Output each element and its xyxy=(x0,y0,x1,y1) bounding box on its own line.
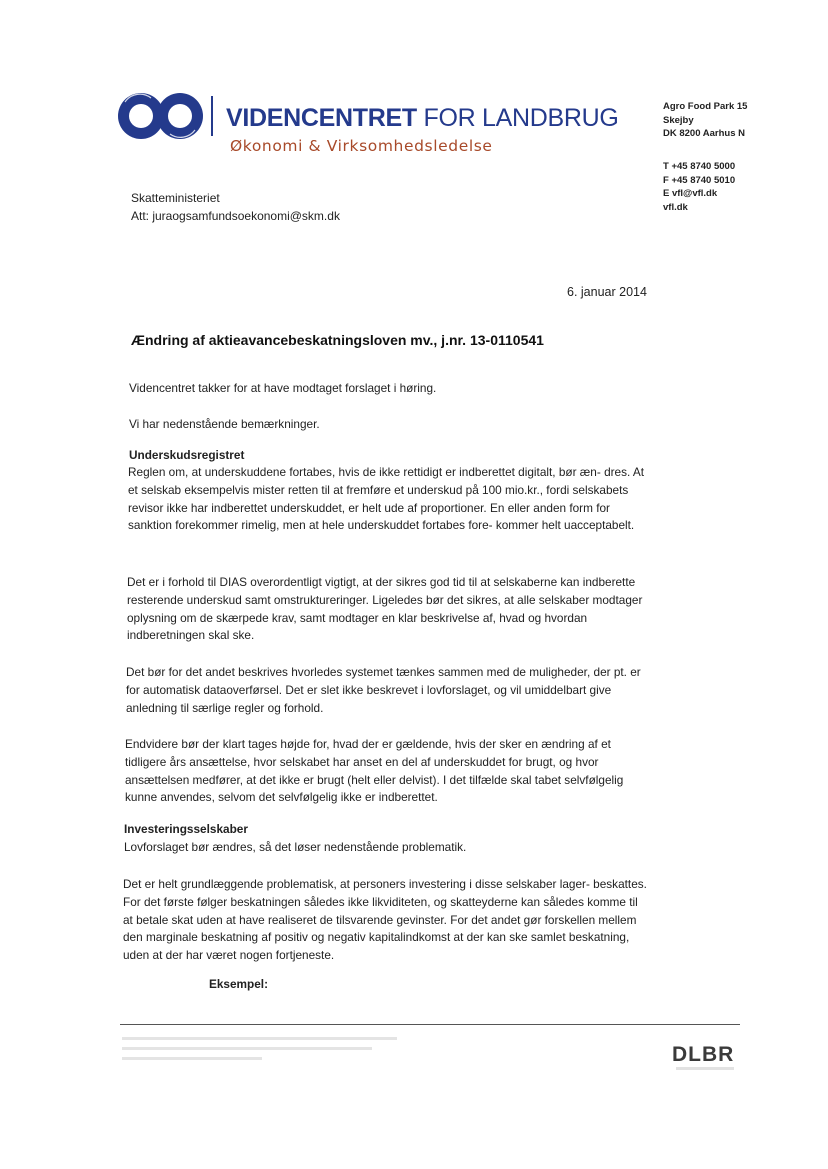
body-paragraph: Endvidere bør der klart tages højde for, hvad der er gældende, hvis der sker en ændring af et tidligere års ansættelse, hvor selskabet har anset en del af underskuddet for brugt, og hvor ansættelsen medfører, at det ikke er brugt (helt eller delvist). I det tilfælde skal tabet selvfølgelig kunne anvendes, selvom det selvfølgelig ikke er indberettet. xyxy=(125,737,624,805)
letter-date: 6. januar 2014 xyxy=(567,285,647,299)
org-name xyxy=(226,104,619,133)
recipient-name: Skatteministeriet xyxy=(131,191,220,205)
address-line: Agro Food Park 15 xyxy=(663,101,748,112)
body-paragraph: Det er helt grundlæggende problematisk, at personers investering i disse selskaber lager- beskattes. For det første følger beskatningen således ikke likviditeten, og skatteyderne kan således komme til at betale skat uden at have realiseret de tilsvarende gevinster. For det andet gør forskellen mellem den marginale beskatning af positiv og negativ kapitalindkomst at der kan ske samlet beskatning, uden at der har været nogen fortjeneste. xyxy=(123,877,647,963)
recipient-block xyxy=(131,189,340,225)
body-paragraph: Det er i forhold til DIAS overordentligt vigtigt, at der sikres god tid til at selskaberne kan indberette resterende underskud samt omstruktureringer. Ligeledes bør det sikres, at alle selskaber modtager oplysning om de skærpede krav, samt modtager en klar beskrivelse af, hvad og hvordan indberetningen skal ske. xyxy=(127,575,643,643)
dlbr-logo-subline xyxy=(676,1067,734,1070)
section-heading: Underskudsregistret xyxy=(129,448,245,462)
footer-divider xyxy=(120,1024,740,1025)
footer-faint-text xyxy=(122,1034,422,1060)
logo-rings-icon xyxy=(103,88,218,144)
email: E vfl@vfl.dk xyxy=(663,188,718,199)
letter-subject: Ændring af aktieavancebeskatningsloven mv., j.nr. 13-0110541 xyxy=(131,332,544,348)
body-paragraph: Det bør for det andet beskrives hvorledes systemet tænkes sammen med de muligheder, der pt. er for automatisk dataoverførsel. Det er slet ikke beskrevet i lovforslaget, og vil umiddelbart give anledning til særlige regler og forhold. xyxy=(126,665,641,715)
intro-paragraph: Videncentret takker for at have modtaget forslaget i høring. xyxy=(129,381,437,395)
body-paragraph: Lovforslaget bør ændres, så det løser nedenstående problematik. xyxy=(124,840,467,854)
org-subtitle: Økonomi & Virksomhedsledelse xyxy=(230,137,493,155)
address-line: DK 8200 Aarhus N xyxy=(663,128,746,139)
intro-paragraph: Vi har nedenstående bemærkninger. xyxy=(129,417,320,431)
org-name-bold: VIDENCENTRET xyxy=(226,104,417,132)
phone: T +45 8740 5000 xyxy=(663,161,736,172)
contact-block xyxy=(663,160,735,214)
website: vfl.dk xyxy=(663,201,688,213)
fax: F +45 8740 5010 xyxy=(663,174,736,186)
section-heading: Investeringsselskaber xyxy=(124,822,248,836)
example-label: Eksempel: xyxy=(209,977,269,991)
address-block xyxy=(663,100,747,141)
logo-mark xyxy=(103,88,218,144)
body-paragraph: Reglen om, at underskuddene fortabes, hvis de ikke rettidigt er indberettet digitalt, bør æn- dres. At et selskab eksempelvis mister retten til at fremføre et underskud på 100 mio.kr., fordi selskabets revisor ikke har indberettet underskuddet, er helt ude af proportioner. En eller anden form for sanktion forekommer rimelig, men at hele underskuddet fortabes fore- kommer helt uacceptabelt. xyxy=(128,465,645,533)
org-name-light: FOR LANDBRUG xyxy=(423,104,619,132)
address-line: Skejby xyxy=(663,114,694,126)
recipient-att: Att: juraogsamfundsoekonomi@skm.dk xyxy=(131,209,340,223)
dlbr-logo: DLBR xyxy=(672,1043,735,1066)
